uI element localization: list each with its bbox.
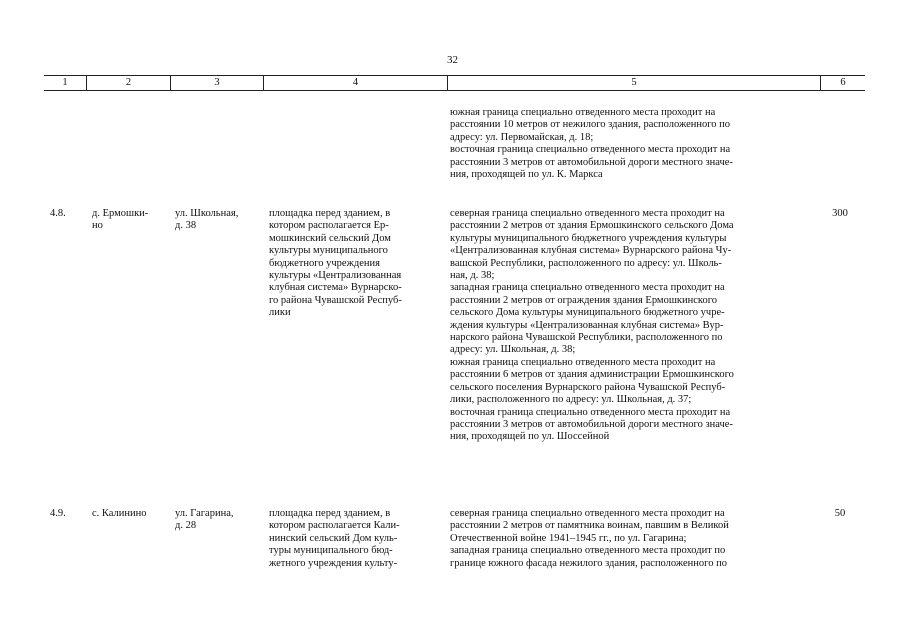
text-line: д. 38 <box>175 220 197 232</box>
text-line: адресу: ул. Школьная, д. 38; <box>450 344 576 356</box>
text-line: с. Калинино <box>92 508 147 519</box>
area-value: 50 <box>834 508 846 519</box>
text-line: д. Ермошки- <box>92 208 149 219</box>
page-number: 32 <box>447 54 458 66</box>
text-line: го района Чувашской Респуб- <box>269 294 402 306</box>
text-line: расстоянии 2 метров от памятника воинам, павшим в Великой <box>450 520 729 532</box>
text-line: южная граница специально отведенного места проходит на <box>450 107 716 118</box>
area-value: 300 <box>832 208 848 219</box>
text-line: культуры муниципального <box>269 245 388 257</box>
text-line: северная граница специально отведенного места проходит на <box>450 508 725 519</box>
text-line: культуры муниципального бюджетного учреждения культуры <box>450 232 727 244</box>
text-line: ул. Гагарина, <box>175 508 234 519</box>
text-line: ния, проходящей по ул. Шоссейной <box>450 431 610 443</box>
text-line: туры муниципального бюд- <box>269 545 393 557</box>
place-description <box>269 208 439 320</box>
header-col-1: 1 <box>62 77 68 88</box>
text-line: д. 28 <box>175 520 197 532</box>
text-line: ная, д. 38; <box>450 270 495 282</box>
header-col-2: 2 <box>86 76 170 90</box>
text-line: клубная система» Вурнарско- <box>269 282 402 294</box>
text-line: адресу: ул. Первомайская, д. 18; <box>450 131 594 143</box>
text-line: Отечественной войне 1941–1945 гг., по ул. Гагарина; <box>450 532 687 544</box>
text-line: «Централизованная клубная система» Вурнарского района Чу- <box>450 245 732 257</box>
text-line: котором располагается Ер- <box>269 220 389 232</box>
text-line: площадка перед зданием, в <box>269 508 391 519</box>
boundary-description <box>450 508 802 570</box>
address <box>175 508 259 533</box>
text-line: границе южного фасада нежилого здания, расположенного по <box>450 557 727 569</box>
locality <box>92 208 168 233</box>
text-line: расстоянии 2 метров от здания Ермошкинского сельского Дома <box>450 220 734 232</box>
text-line: но <box>92 220 103 232</box>
header-col-6: 6 <box>820 76 865 90</box>
boundary-description <box>450 208 802 444</box>
text-line: западная граница специально отведенного места проходит на <box>450 282 725 294</box>
text-line: жетного учреждения культу- <box>269 557 398 569</box>
header-col-3: 3 <box>170 76 263 90</box>
text-line: бюджетного учреждения <box>269 257 380 269</box>
text-line: западная граница специально отведенного места проходит по <box>450 545 726 557</box>
text-line: вашской Республики, расположенного по адресу: ул. Школь- <box>450 257 722 269</box>
text-line: площадка перед зданием, в <box>269 208 391 219</box>
text-line: лики, расположенного по адресу: ул. Школьная, д. 37; <box>450 394 692 406</box>
text-line: северная граница специально отведенного места проходит на <box>450 208 725 219</box>
address <box>175 208 259 233</box>
header-col-4: 4 <box>263 76 447 90</box>
text-line: нарского района Чувашской Республики, расположенного по <box>450 332 723 344</box>
text-line: культуры «Централизованная <box>269 270 402 282</box>
text-line: расстоянии 2 метров от ограждения здания Ермошкинского <box>450 294 718 306</box>
text-line: сельского поселения Вурнарского района Чувашской Респуб- <box>450 381 726 393</box>
text-line: лики <box>269 307 291 319</box>
text-line: нинский сельский Дом куль- <box>269 532 398 544</box>
text-line: южная граница специально отведенного места проходит на <box>450 356 716 368</box>
continuation-boundary-text <box>450 107 802 181</box>
text-line: восточная граница специально отведенного места проходит на <box>450 406 731 418</box>
row-number: 4.9. <box>50 508 66 519</box>
text-line: восточная граница специально отведенного места проходит на <box>450 144 731 156</box>
text-line: ния, проходящей по ул. К. Маркса <box>450 169 603 181</box>
text-line: ул. Школьная, <box>175 208 239 219</box>
text-line: расстоянии 3 метров от автомобильной дороги местного значе- <box>450 156 733 168</box>
text-line: расстоянии 6 метров от здания администрации Ермошкинского <box>450 369 734 381</box>
locality <box>92 508 172 520</box>
text-line: расстоянии 3 метров от автомобильной дороги местного значе- <box>450 418 733 430</box>
text-line: мошкинский сельский Дом <box>269 232 391 244</box>
table-header <box>44 75 865 91</box>
text-line: котором располагается Кали- <box>269 520 400 532</box>
place-description <box>269 508 439 570</box>
text-line: расстоянии 10 метров от нежилого здания, расположенного по <box>450 119 731 131</box>
header-col-5: 5 <box>447 76 820 90</box>
text-line: сельского Дома культуры муниципального бюджетного учре- <box>450 307 725 319</box>
row-number: 4.8. <box>50 208 66 219</box>
text-line: ждения культуры «Централизованная клубная система» Вур- <box>450 319 724 331</box>
